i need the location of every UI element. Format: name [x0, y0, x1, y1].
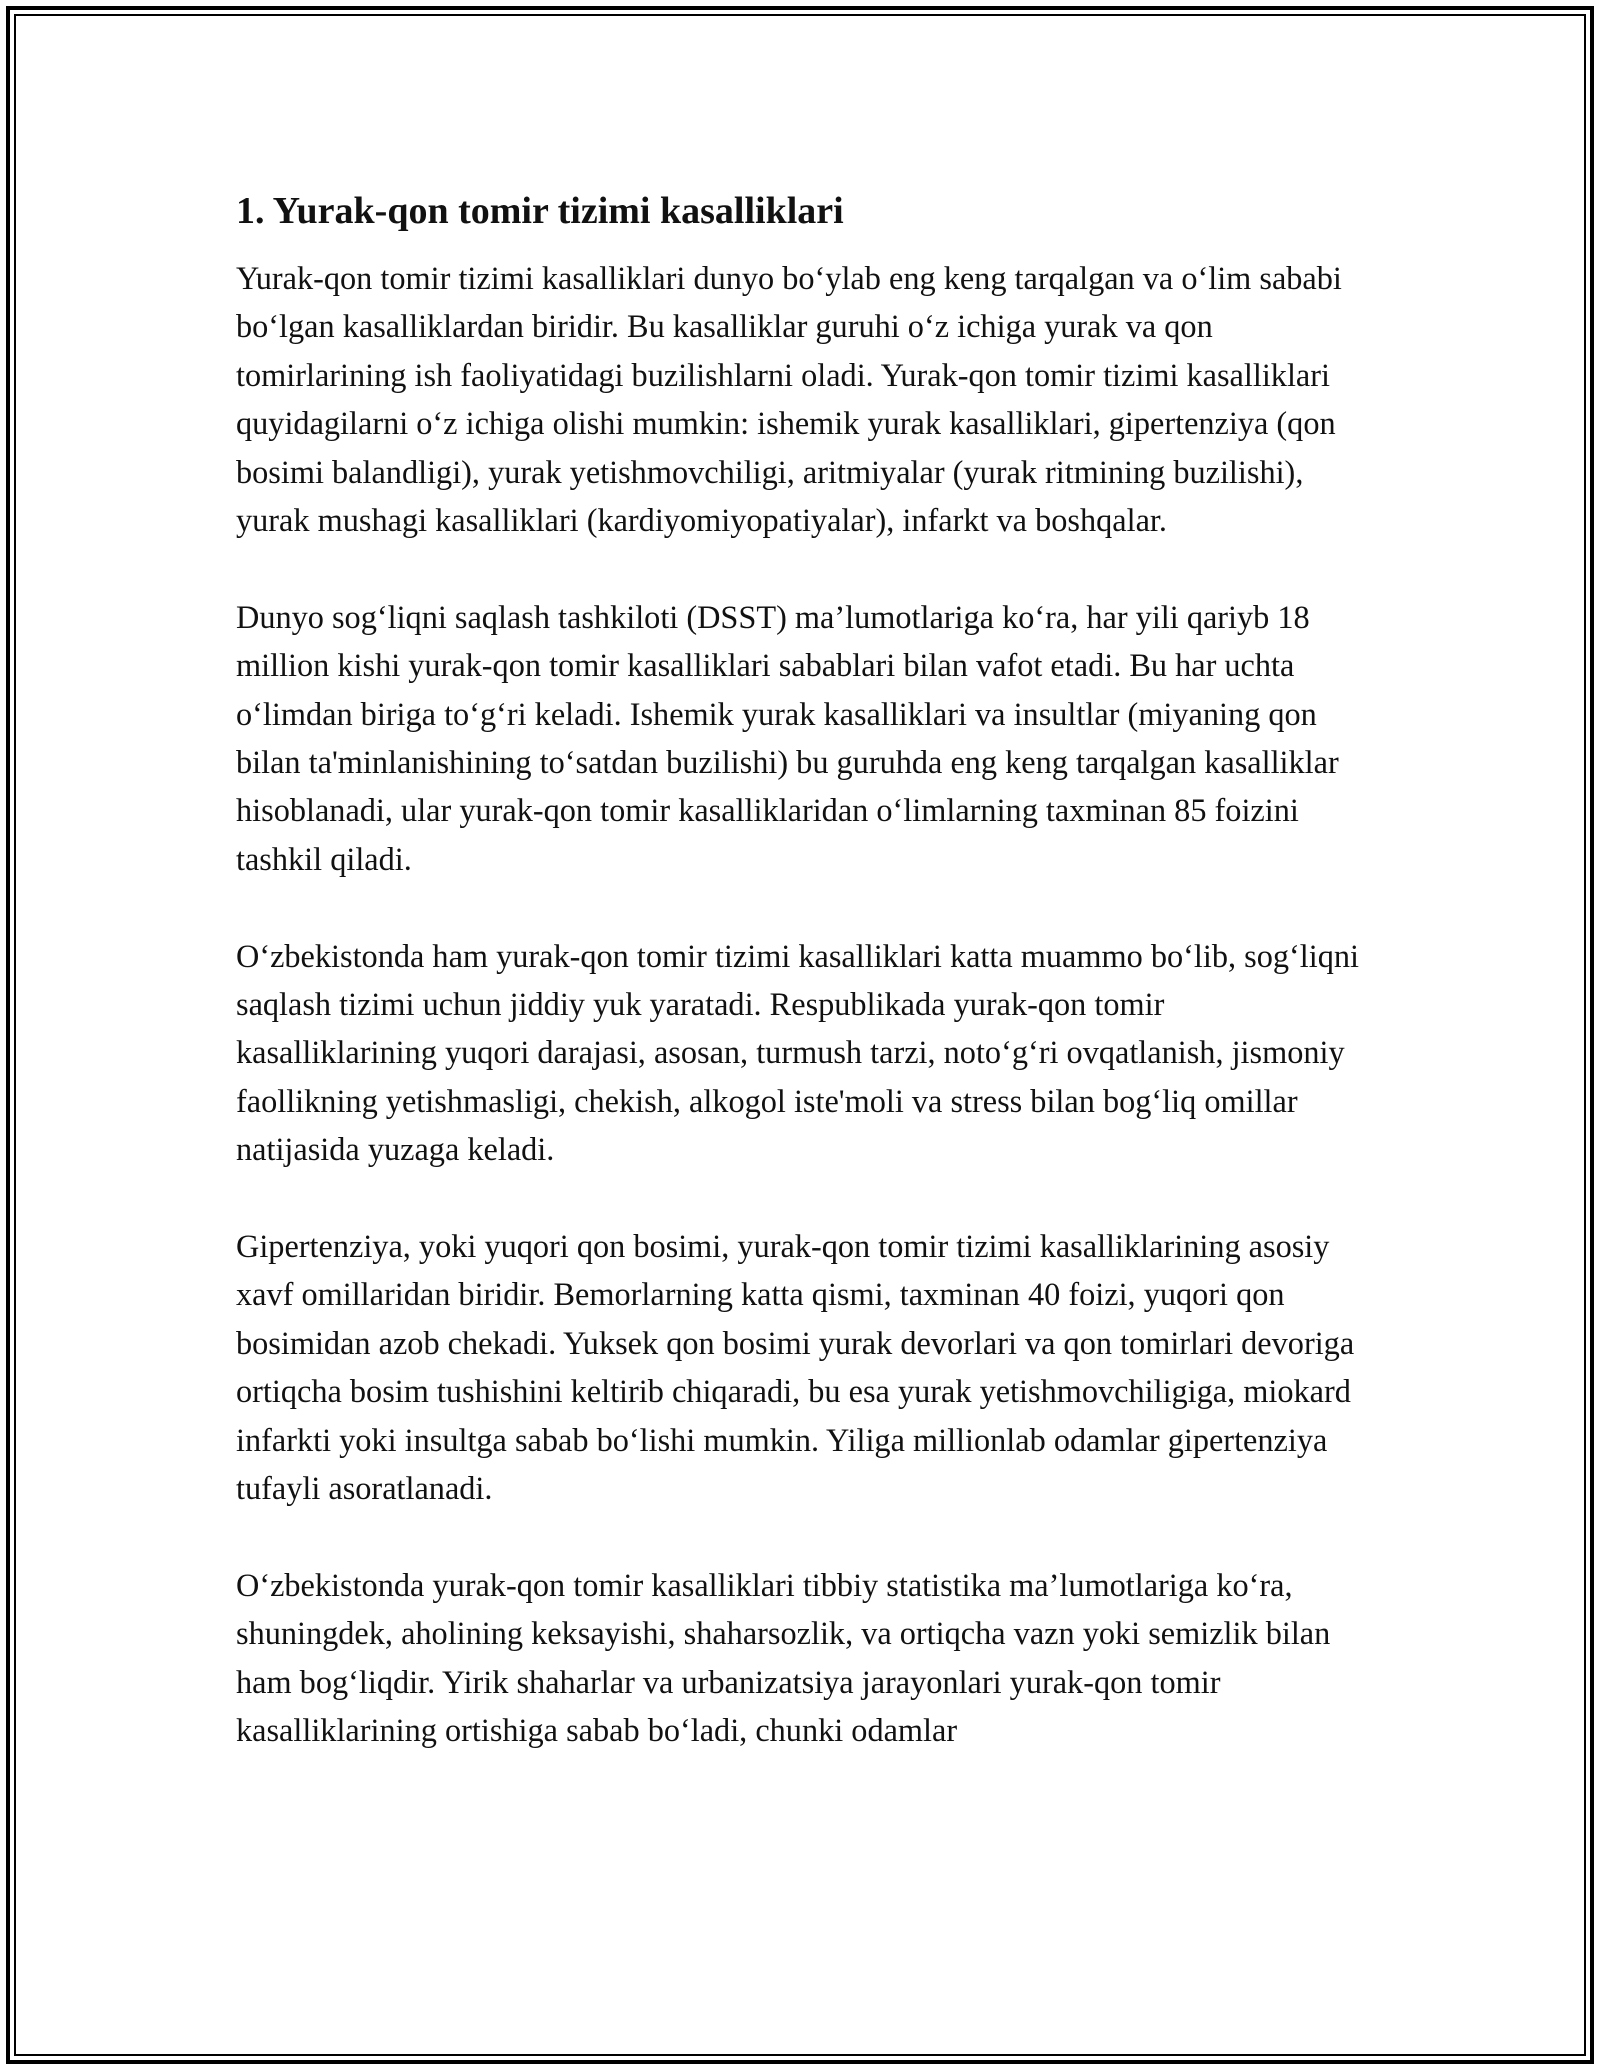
paragraph-3: O‘zbekistonda ham yurak-qon tomir tizimi kasalliklari katta muammo bo‘lib, sog‘liqni saqlash tizimi uchun jiddiy yuk yaratadi. Respublikada yurak-qon tomir kasalliklarining yuqori darajasi, asosan, turmush tarzi, noto‘g‘ri ovqatlanish, jismoniy faollikning yetishmasligi, chekish, alkogol iste'moli va stress bilan bog‘liq omillar natijasida yuzaga keladi.	[236, 937, 1359, 1168]
paragraph-5: O‘zbekistonda yurak-qon tomir kasalliklari tibbiy statistika ma’lumotlariga ko‘ra, shuningdek, aholining keksayishi, shaharsozlik, va ortiqcha vazn yoki semizlik bilan ham bog‘liqdir. Yirik shaharlar va urbanizatsiya jarayonlari yurak-qon tomir kasalliklarining ortishiga sabab bo‘ladi, chunki odamlar	[236, 1566, 1331, 1749]
document-page	[236, 186, 1366, 1755]
paragraph-4: Gipertenziya, yoki yuqori qon bosimi, yurak-qon tomir tizimi kasalliklarining asosiy xavf omillaridan biridir. Bemorlarning katta qismi, taxminan 40 foizi, yuqori qon bosimidan azob chekadi. Yuksek qon bosimi yurak devorlari va qon tomirlari devoriga ortiqcha bosim tushishini keltirib chiqaradi, bu esa yurak yetishmovchiligiga, miokard infarkti yoki insultga sabab bo‘lishi mumkin. Yiliga millionlab odamlar gipertenziya tufayli asoratlanadi.	[236, 1228, 1355, 1507]
paragraph-1: Yurak-qon tomir tizimi kasalliklari dunyo bo‘ylab eng keng tarqalgan va o‘lim sababi bo‘lgan kasalliklardan biridir. Bu kasalliklar guruhi o‘z ichiga yurak va qon tomirlarining ish faoliyatidagi buzilishlarni oladi. Yurak-qon tomir tizimi kasalliklari quyidagilarni o‘z ichiga olishi mumkin: ishemik yurak kasalliklari, gipertenziya (qon bosimi balandligi), yurak yetishmovchiligi, aritmiyalar (yurak ritmining buzilishi), yurak mushagi kasalliklari (kardiyomiyopatiyalar), infarkt va boshqalar.	[236, 260, 1342, 539]
paragraph-2: Dunyo sog‘liqni saqlash tashkiloti (DSST) ma’lumotlariga ko‘ra, har yili qariyb 18 million kishi yurak-qon tomir kasalliklari sabablari bilan vafot etadi. Bu har uchta o‘limdan biriga to‘g‘ri keladi. Ishemik yurak kasalliklari va insultlar (miyaning qon bilan ta'minlanishining to‘satdan buzilishi) bu guruhda eng keng tarqalgan kasalliklar hisoblanadi, ular yurak-qon tomir kasalliklaridan o‘limlarning taxminan 85 foizini tashkil qiladi.	[236, 598, 1339, 877]
section-heading: 1. Yurak-qon tomir tizimi kasalliklari	[236, 190, 844, 232]
